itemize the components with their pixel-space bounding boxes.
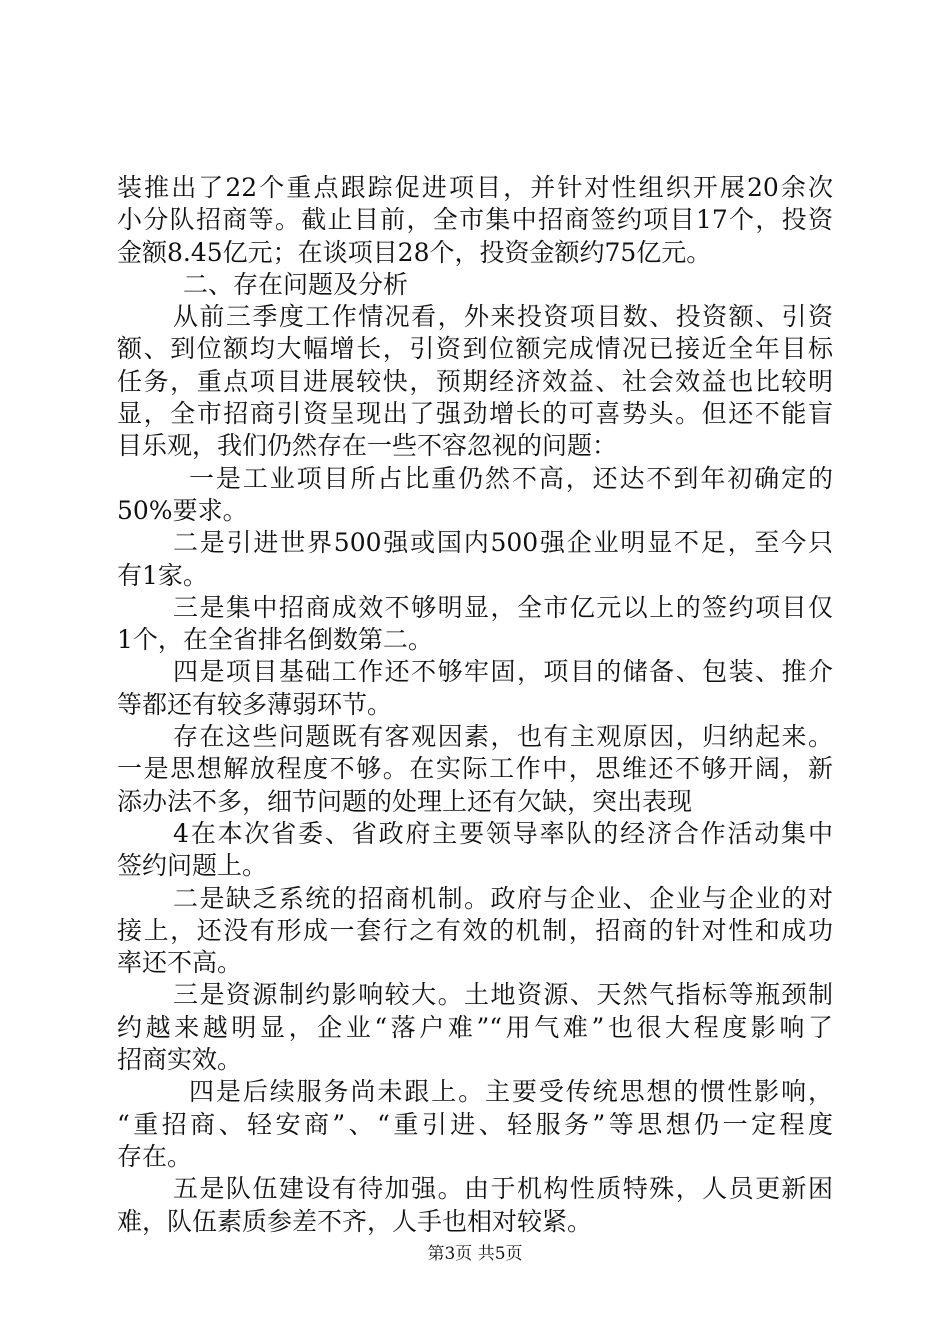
text-line: 约越来越明显，企业“落户难”“用气难”也很大程度影响了: [117, 1012, 833, 1042]
text-line: 四是后续服务尚未跟上。主要受传统思想的惯性影响，: [189, 1077, 833, 1107]
text-line: 添办法不多，细节问题的处理上还有欠缺，突出表现: [117, 786, 693, 816]
text-line: 招商实效。: [117, 1045, 243, 1075]
text-line: 存在。: [117, 1141, 193, 1171]
text-line: 二、存在问题及分析: [183, 269, 409, 299]
text-line: 二是缺乏系统的招商机制。政府与企业、企业与企业的对: [173, 883, 833, 913]
page-footer: 第3页 共5页: [427, 1244, 523, 1264]
text-line: 一是工业项目所占比重仍然不高，还达不到年初确定的: [189, 463, 833, 493]
text-line: “重招商、轻安商”、“重引进、轻服务”等思想仍一定程度: [117, 1109, 833, 1139]
text-line: 一是思想解放程度不够。在实际工作中，思维还不够开阔，新: [117, 754, 833, 784]
text-line: 三是资源制约影响较大。土地资源、天然气指标等瓶颈制: [173, 980, 833, 1010]
text-line: 率还不高。: [117, 948, 243, 978]
text-line: 小分队招商等。截止目前，全市集中招商签约项目17个，投资: [117, 205, 833, 235]
text-line: 难，队伍素质参差不齐，人手也相对较紧。: [117, 1206, 593, 1236]
text-line: 二是引进世界500强或国内500强企业明显不足，至今只: [173, 528, 833, 558]
text-line: 签约问题上。: [117, 851, 268, 881]
text-line: 任务，重点项目进展较快，预期经济效益、社会效益也比较明: [117, 366, 833, 396]
text-line: 显，全市招商引资呈现出了强劲增长的可喜势头。但还不能盲: [117, 399, 833, 429]
text-line: 存在这些问题既有客观因素，也有主观原因，归纳起来。: [173, 722, 833, 752]
text-line: 1个，在全省排名倒数第二。: [117, 625, 433, 655]
text-line: 有1家。: [117, 560, 208, 590]
document-body: [117, 172, 833, 1238]
text-line: 接上，还没有形成一套行之有效的机制，招商的针对性和成功: [117, 915, 833, 945]
text-line: 五是队伍建设有待加强。由于机构性质特殊，人员更新困: [173, 1174, 833, 1204]
text-line: 50%要求。: [117, 495, 248, 525]
text-line: 等都还有较多薄弱环节。: [117, 689, 393, 719]
text-line: 金额8.45亿元；在谈项目28个，投资金额约75亿元。: [117, 237, 712, 267]
text-line: 4在本次省委、省政府主要领导率队的经济合作活动集中: [173, 818, 833, 848]
text-line: 四是项目基础工作还不够牢固，项目的储备、包装、推介: [173, 657, 833, 687]
text-line: 额、到位额均大幅增长，引资到位额完成情况已接近全年目标: [117, 334, 833, 364]
text-line: 三是集中招商成效不够明显，全市亿元以上的签约项目仅: [173, 592, 833, 622]
text-line: 目乐观，我们仍然存在一些不容忽视的问题：: [117, 431, 618, 461]
text-line: 装推出了22个重点跟踪促进项目，并针对性组织开展20余次: [117, 173, 833, 202]
text-line: 从前三季度工作情况看，外来投资项目数、投资额、引资: [173, 302, 833, 332]
